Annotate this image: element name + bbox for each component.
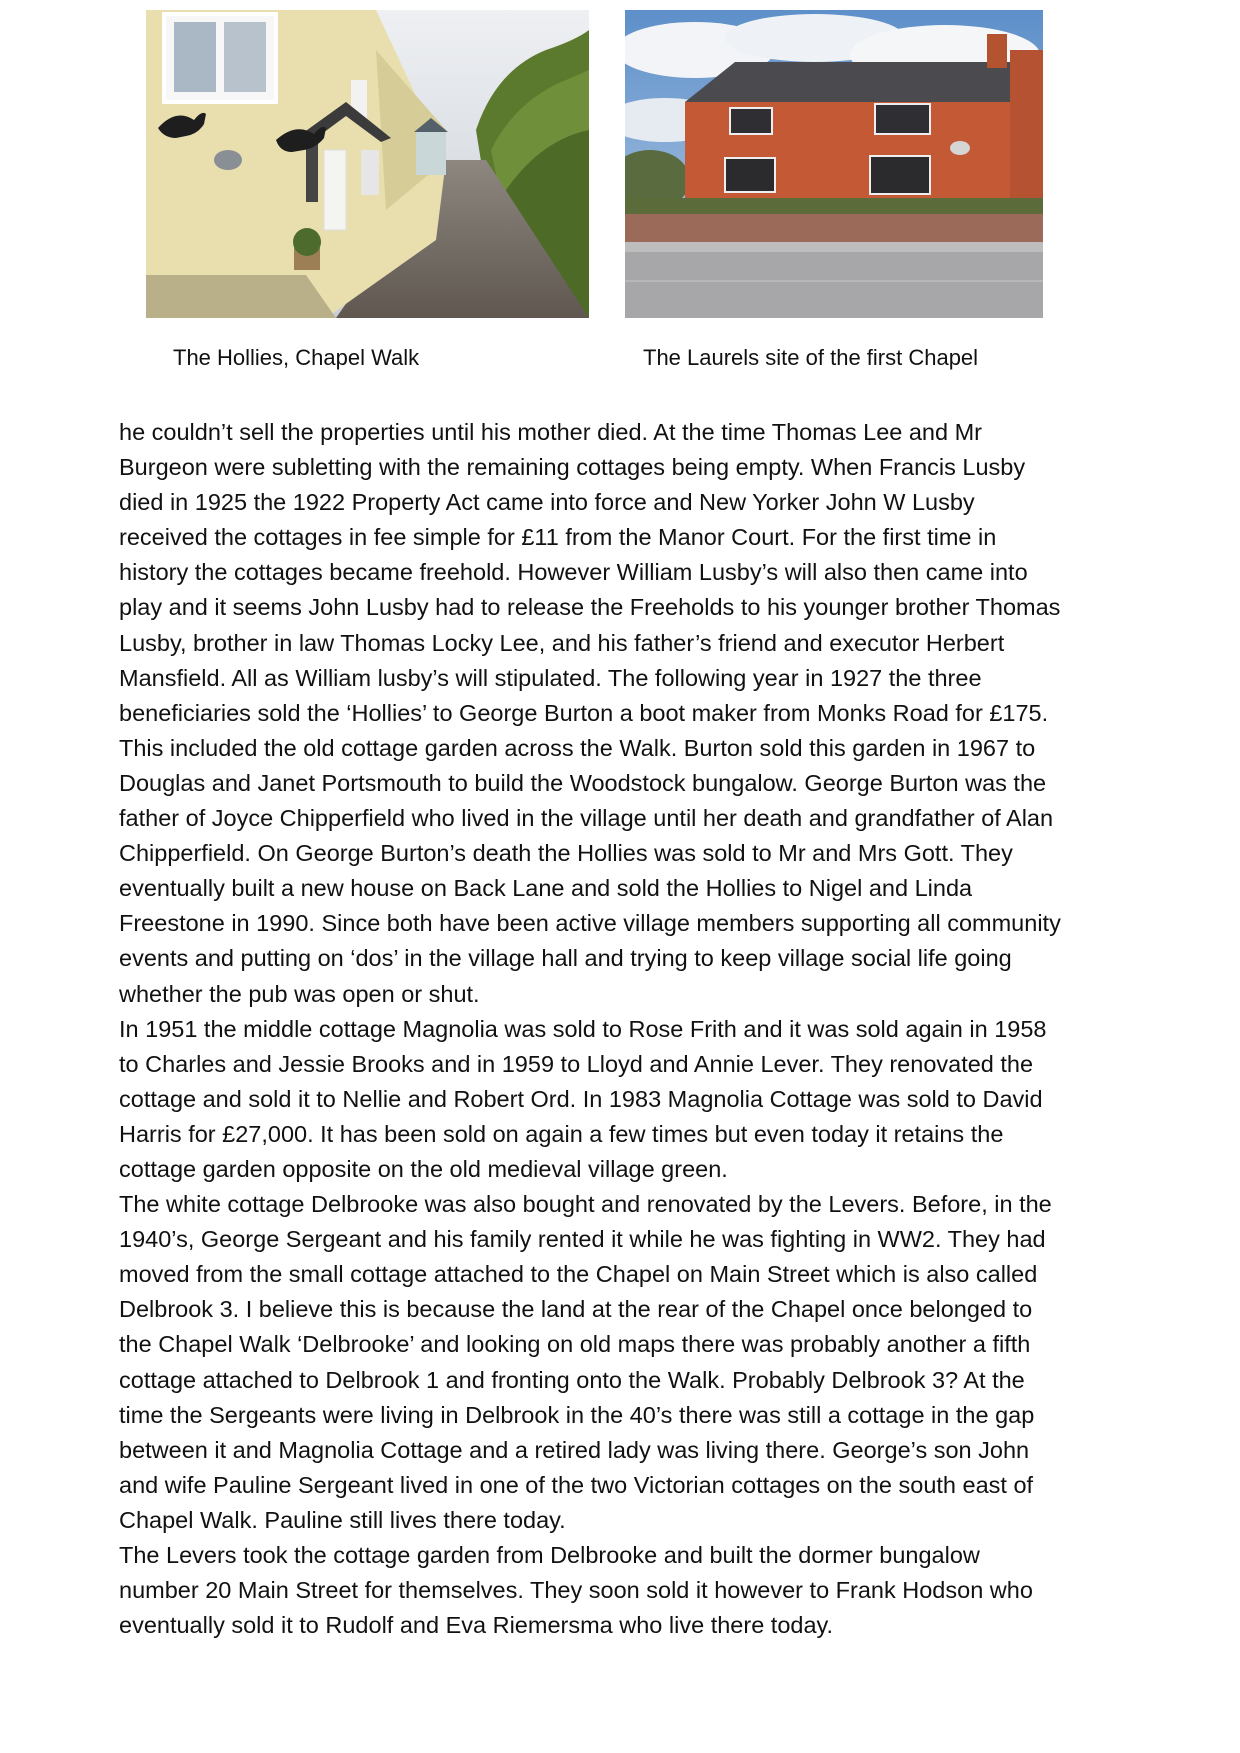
body-text-line: whether the pub was open or shut. — [119, 980, 480, 1007]
body-text-line: 1940’s, George Sergeant and his family rented it while he was fighting in WW2. They had — [119, 1226, 1046, 1253]
photo-hollies-chapel-walk — [146, 10, 589, 318]
body-text-line: Douglas and Janet Portsmouth to build the Woodstock bungalow. George Burton was the — [119, 769, 1047, 796]
body-text-line: This included the old cottage garden across the Walk. Burton sold this garden in 1967 to — [119, 734, 1036, 761]
body-text-line: Chipperfield. On George Burton’s death the Hollies was sold to Mr and Mrs Gott. They — [119, 840, 1013, 867]
body-text-line: Lusby, brother in law Thomas Locky Lee, and his father’s friend and executor Herbert — [119, 629, 1005, 656]
body-text-line: The white cottage Delbrooke was also bought and renovated by the Levers. Before, in the — [119, 1191, 1052, 1218]
body-text-line: died in 1925 the 1922 Property Act came into force and New Yorker John W Lusby — [119, 489, 975, 516]
body-text-line: to Charles and Jessie Brooks and in 1959 to Lloyd and Annie Lever. They renovated the — [119, 1050, 1034, 1077]
body-text-line: In 1951 the middle cottage Magnolia was sold to Rose Frith and it was sold again in 1958 — [119, 1015, 1047, 1042]
body-text-line: Burgeon were subletting with the remaining cottages being empty. When Francis Lusby — [119, 454, 1026, 481]
body-text-line: cottage and sold it to Nellie and Robert Ord. In 1983 Magnolia Cottage was sold to David — [119, 1085, 1043, 1112]
body-text-line: cottage garden opposite on the old medieval village green. — [119, 1155, 728, 1182]
body-text-line: father of Joyce Chipperfield who lived in the village until her death and grandfather of Alan — [119, 805, 1054, 832]
body-text-line: and wife Pauline Sergeant lived in one of the two Victorian cottages on the south east of — [119, 1471, 1034, 1498]
body-text-line: cottage attached to Delbrook 1 and fronting onto the Walk. Probably Delbrook 3? At the — [119, 1366, 1025, 1393]
body-text-line: play and it seems John Lusby had to release the Freeholds to his younger brother Thomas — [119, 594, 1061, 621]
body-text-line: Chapel Walk. Pauline still lives there today. — [119, 1506, 566, 1533]
body-text-line: events and putting on ‘dos’ in the village hall and trying to keep village social life going — [119, 945, 1012, 972]
body-text-line: number 20 Main Street for themselves. They soon sold it however to Frank Hodson who — [119, 1577, 1033, 1604]
hollies-photo-illustration — [146, 10, 589, 318]
photo-laurels — [625, 10, 1043, 318]
caption-hollies: The Hollies, Chapel Walk — [173, 345, 420, 370]
body-text-line: moved from the small cottage attached to the Chapel on Main Street which is also called — [119, 1261, 1038, 1288]
body-text-line: Harris for £27,000. It has been sold on again a few times but even today it retains the — [119, 1120, 1004, 1147]
body-text-line: beneficiaries sold the ‘Hollies’ to George Burton a boot maker from Monks Road for £175. — [119, 699, 1049, 726]
body-text-line: received the cottages in fee simple for £11 from the Manor Court. For the first time in — [119, 524, 997, 551]
body-text-line: eventually sold it to Rudolf and Eva Riemersma who live there today. — [119, 1612, 834, 1639]
body-text-line: Mansfield. All as William lusby’s will stipulated. The following year in 1927 the three — [119, 664, 982, 691]
body-text-line: he couldn’t sell the properties until his mother died. At the time Thomas Lee and Mr — [119, 419, 983, 445]
body-text-line: eventually built a new house on Back Lane and sold the Hollies to Nigel and Linda — [119, 875, 973, 902]
body-text-line: the Chapel Walk ‘Delbrooke’ and looking on old maps there was probably another a fifth — [119, 1331, 1031, 1358]
caption-laurels: The Laurels site of the first Chapel — [643, 345, 979, 370]
body-text-line: time the Sergeants were living in Delbrook in the 40’s there was still a cottage in the gap — [119, 1401, 1035, 1428]
body-text-line: Freestone in 1990. Since both have been active village members supporting all community — [119, 910, 1061, 937]
body-text-line: Delbrook 3. I believe this is because the land at the rear of the Chapel once belonged to — [119, 1296, 1033, 1323]
laurels-photo-illustration — [625, 10, 1043, 318]
body-text-line: history the cottages became freehold. However William Lusby’s will also then came into — [119, 559, 1028, 586]
body-text — [119, 415, 1139, 1643]
body-text-line: The Levers took the cottage garden from Delbrooke and built the dormer bungalow — [119, 1542, 980, 1568]
body-text-line: between it and Magnolia Cottage and a retired lady was living there. George’s son John — [119, 1436, 1030, 1463]
